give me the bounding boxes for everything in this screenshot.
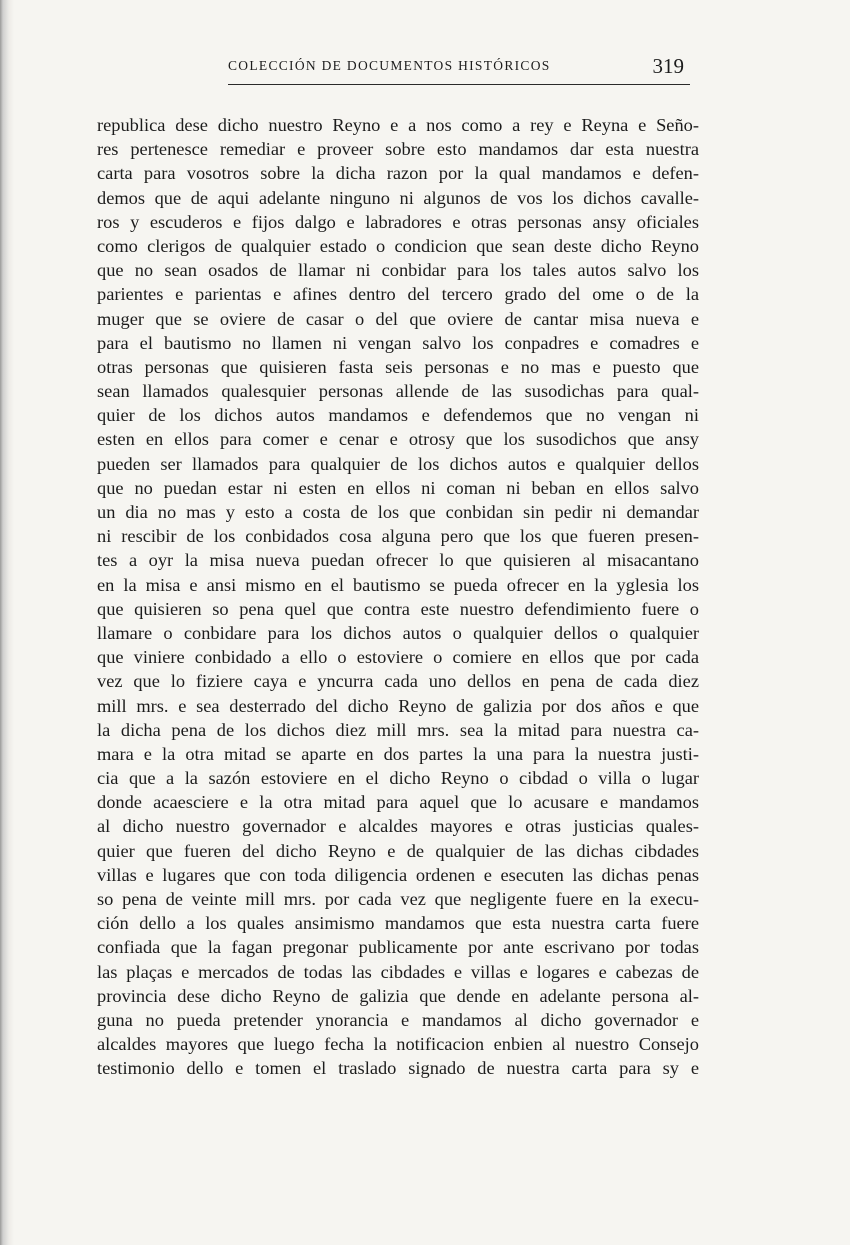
text-line: cia que a la sazón estoviere en el dicho Reyno o cibdad o villa o lugar <box>97 768 699 789</box>
header-rule <box>228 84 690 85</box>
text-line: al dicho nuestro governador e alcaldes mayores e otras justicias quales- <box>97 816 699 837</box>
text-line: un dia no mas y esto a costa de los que conbidan sin pedir ni demandar <box>97 502 699 522</box>
text-line: llamare o conbidare para los dichos autos o qualquier dellos o qualquier <box>97 622 699 643</box>
running-head <box>228 54 698 82</box>
text-line: republica dese dicho nuestro Reyno e a nos como a rey e Reyna e Seño- <box>97 115 699 135</box>
text-line: testimonio dello e tomen el traslado signado de nuestra carta para sy e <box>97 1058 699 1079</box>
text-line: que viniere conbidado a ello o estoviere o comiere en ellos que por cada <box>97 647 699 668</box>
text-line: muger que se oviere de casar o del que oviere de cantar misa nueva e <box>97 308 699 329</box>
page-binding-edge <box>0 0 14 1245</box>
text-line: so pena de veinte mill mrs. por cada vez que negligente fuere en la execu- <box>97 889 699 909</box>
text-line: alcaldes mayores que luego fecha la notificacion enbien al nuestro Consejo <box>97 1034 699 1055</box>
text-line: ni rescibir de los conbidados cosa alguna pero que los que fueren presen- <box>97 526 699 547</box>
text-line: parientes e parientas e afines dentro del tercero grado del ome o de la <box>97 284 699 305</box>
text-line: guna no pueda pretender ynorancia e mandamos al dicho governador e <box>97 1009 699 1030</box>
text-line: sean llamados qualesquier personas allende de las susodichas para qual- <box>97 381 699 402</box>
running-title: COLECCIÓN DE DOCUMENTOS HISTÓRICOS <box>228 58 551 73</box>
text-line: quier que fueren del dicho Reyno e de qualquier de las dichas cibdades <box>97 840 699 861</box>
text-line: como clerigos de qualquier estado o condicion que sean deste dicho Reyno <box>97 235 699 256</box>
text-line: demos que de aqui adelante ninguno ni algunos de vos los dichos cavalle- <box>97 187 699 208</box>
text-line: tes a oyr la misa nueva puedan ofrecer lo que quisieren al misacantano <box>97 550 699 571</box>
text-line: que no puedan estar ni esten en ellos ni coman ni beban en ellos salvo <box>97 477 699 498</box>
page-number: 319 <box>652 54 684 78</box>
body-text <box>97 113 699 1081</box>
text-line: vez que lo fiziere caya e yncurra cada uno dellos en pena de cada diez <box>97 671 699 692</box>
text-line: las plaças e mercados de todas las cibdades e villas e logares e cabezas de <box>97 961 699 982</box>
text-line: ción dello a los quales ansimismo mandamos que esta nuestra carta fuere <box>97 913 699 934</box>
text-line: esten en ellos para comer e cenar e otrosy que los susodichos que ansy <box>97 429 699 450</box>
text-line: en la misa e ansi mismo en el bautismo se pueda ofrecer en la yglesia los <box>97 574 699 595</box>
text-line: quier de los dichos autos mandamos e defendemos que no vengan ni <box>97 405 699 426</box>
text-line: ros y escuderos e fijos dalgo e labradores e otras personas ansy oficiales <box>97 211 699 232</box>
text-line: res pertenesce remediar e proveer sobre esto mandamos dar esta nuestra <box>97 139 699 160</box>
text-line: villas e lugares que con toda diligencia ordenen e esecuten las dichas penas <box>97 864 699 885</box>
text-line: donde acaesciere e la otra mitad para aquel que lo acusare e mandamos <box>97 792 699 813</box>
text-line: otras personas que quisieren fasta seis personas e no mas e puesto que <box>97 356 699 377</box>
text-line: confiada que la fagan pregonar publicamente por ante escrivano por todas <box>97 937 699 958</box>
text-line: carta para vosotros sobre la dicha razon por la qual mandamos e defen- <box>97 163 699 184</box>
text-line: mill mrs. e sea desterrado del dicho Reyno de galizia por dos años e que <box>97 695 699 716</box>
text-line: que no sean osados de llamar ni conbidar para los tales autos salvo los <box>97 260 699 281</box>
text-line: la dicha pena de los dichos diez mill mrs. sea la mitad para nuestra ca- <box>97 719 699 740</box>
text-line: mara e la otra mitad se aparte en dos partes la una para la nuestra justi- <box>97 743 699 764</box>
text-line: pueden ser llamados para qualquier de los dichos autos e qualquier dellos <box>97 453 699 474</box>
text-line: para el bautismo no llamen ni vengan salvo los conpadres e comadres e <box>97 332 699 353</box>
text-line: que quisieren so pena quel que contra este nuestro defendimiento fuere o <box>97 598 699 619</box>
text-line: provincia dese dicho Reyno de galizia que dende en adelante persona al- <box>97 985 699 1006</box>
